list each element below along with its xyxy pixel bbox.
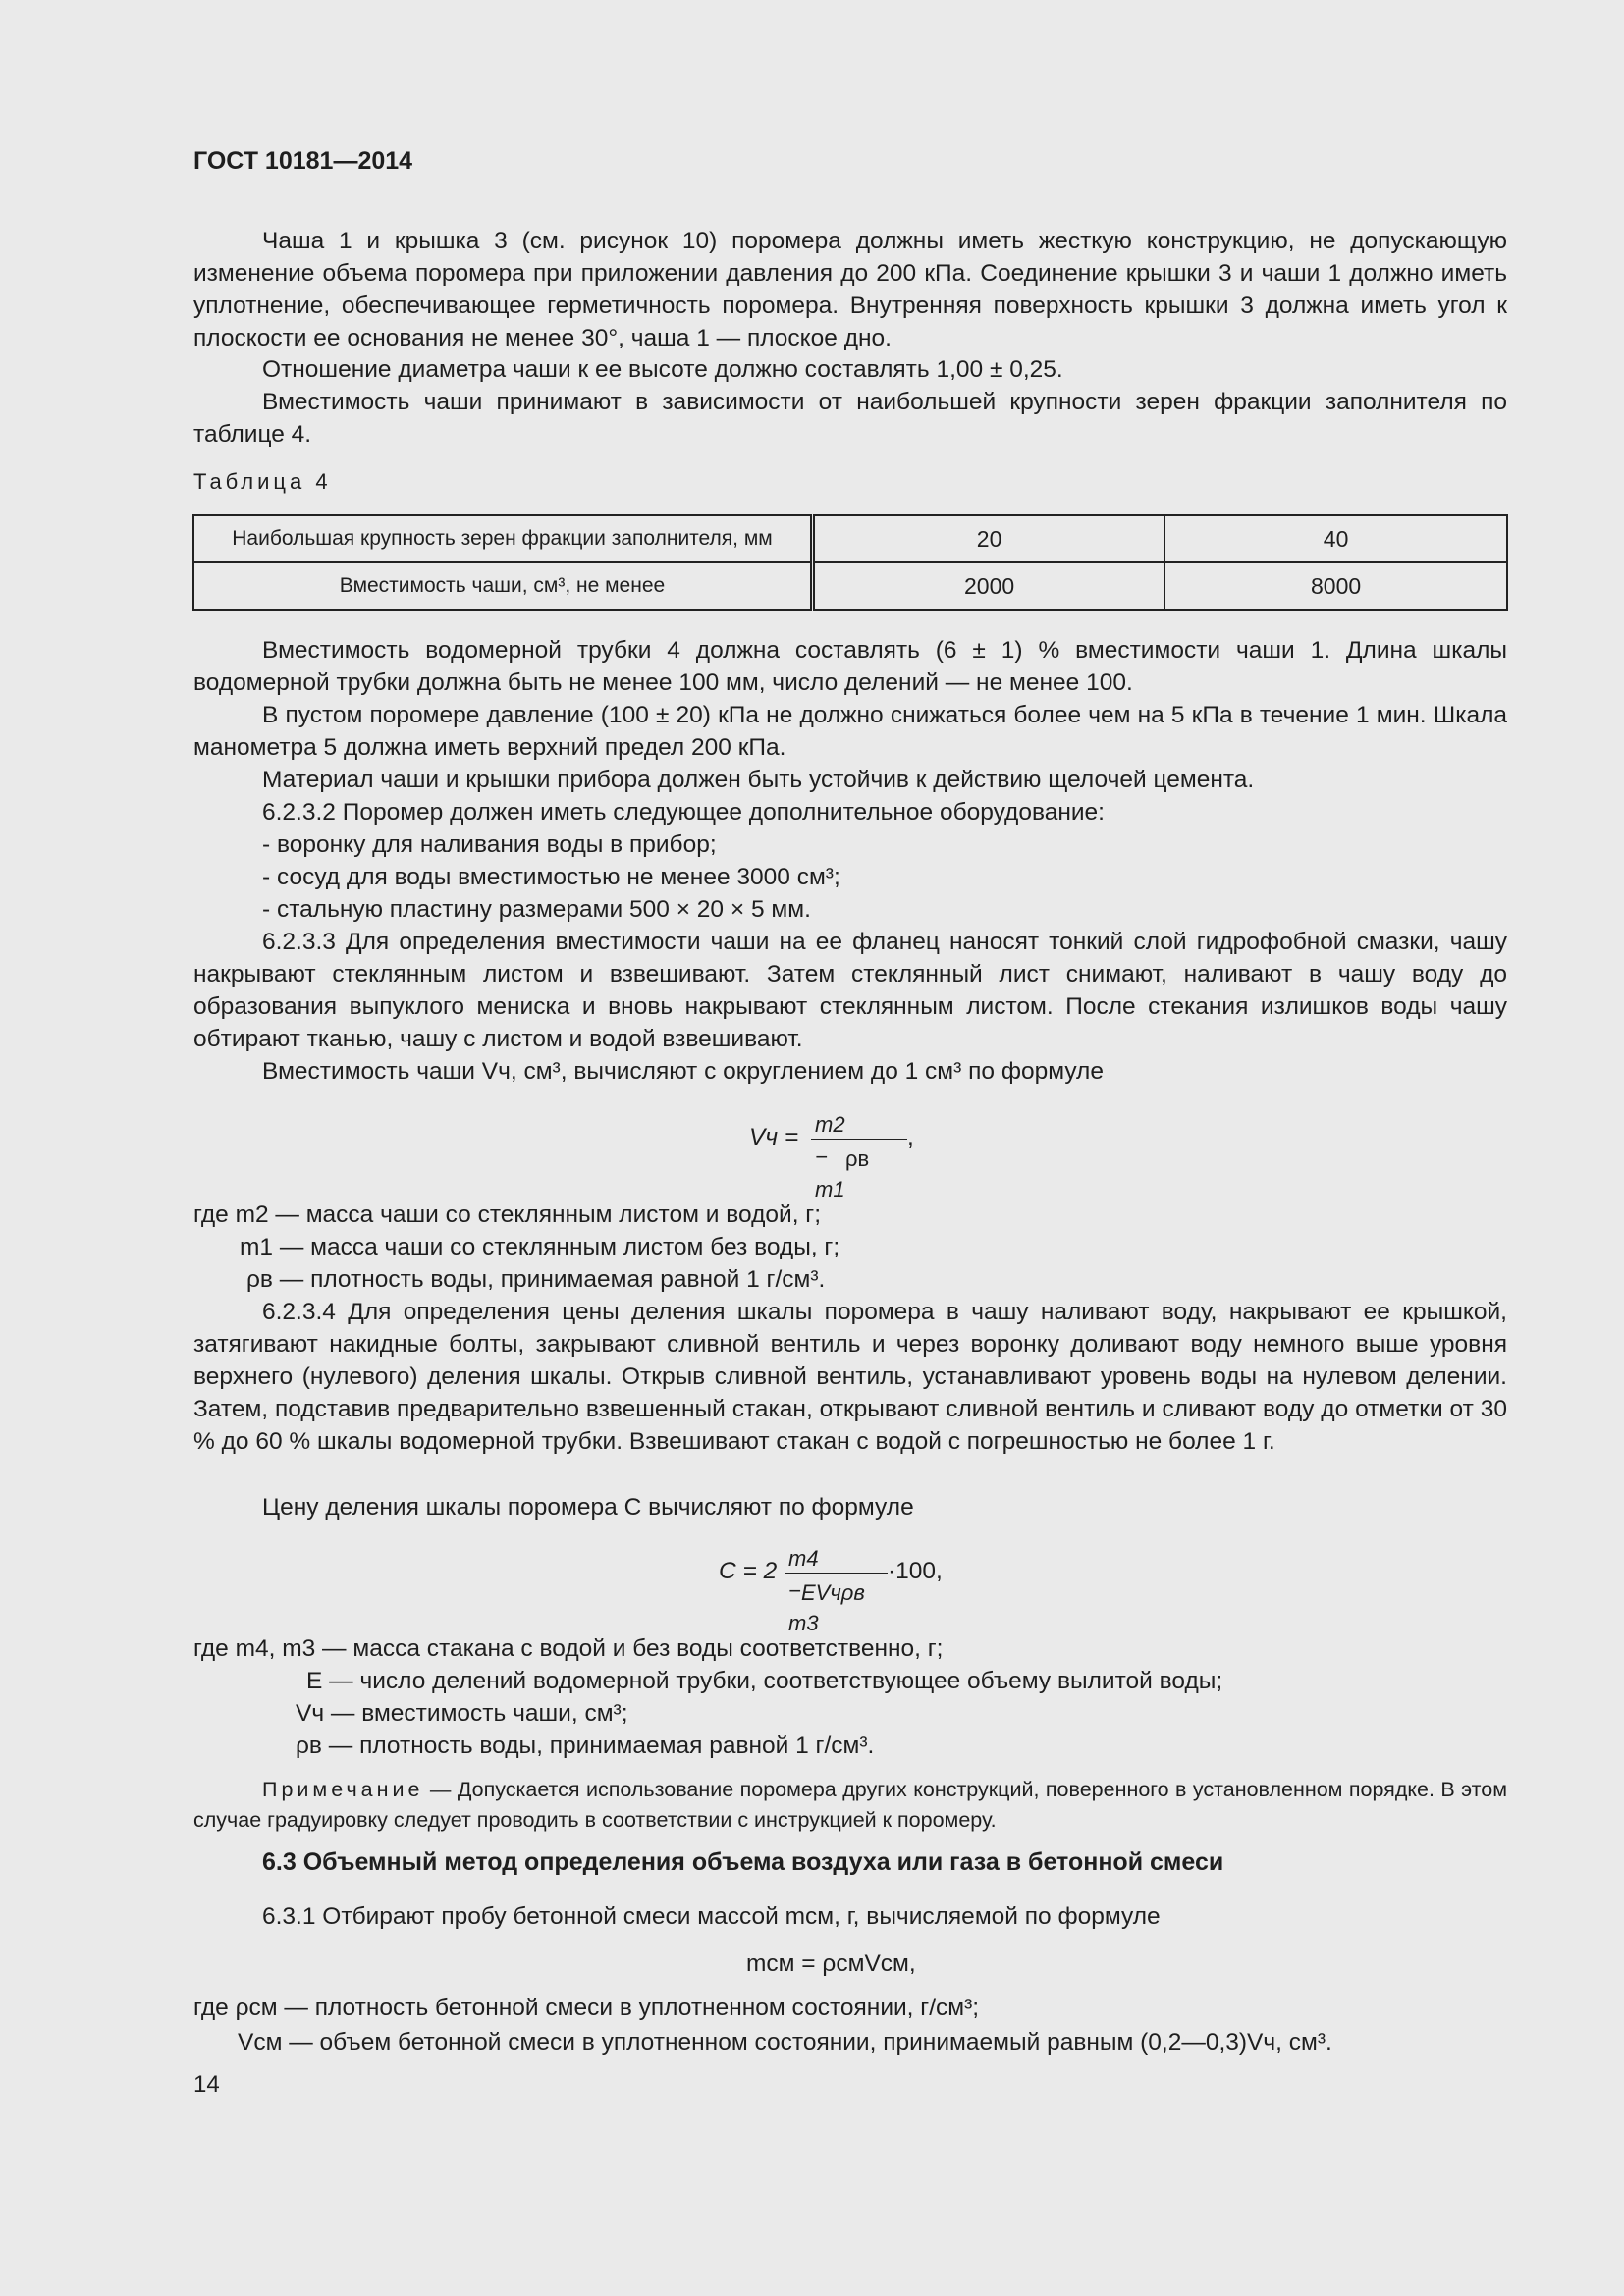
paragraph-pressure: В пустом поромере давление (100 ± 20) кПа не должно снижаться более чем на 5 кПа в течение 1 мин. Шкала манометра 5 должна иметь верхний предел 200 кПа.: [193, 702, 1507, 761]
paragraph-6-2-3-4: 6.2.3.4 Для определения цены деления шкалы поромера в чашу наливают воду, накрывают ее крышкой, затягивают накидные болты, закрывают сливной вентиль и через воронку доливают воду немного выше уровня верхнего (нулевого) деления шкалы. Открыв сливной вентиль, устанавливают уровень воды на нулевом делении. Затем, подставив предварительно взвешенный стакан, открывают сливной вентиль и сливают воду до отметки от 30 % до 60 % шкалы водомерной трубки. Взвешивают стакан с водой с погрешностью не более 1 г.: [193, 1299, 1507, 1455]
page-number: 14: [193, 2071, 220, 2098]
where-line: где m2 — масса чаши со стеклянным листом и водой, г;: [193, 1201, 822, 1228]
table-cell: 2000: [813, 562, 1165, 610]
note: [193, 1775, 1507, 1836]
document-header: ГОСТ 10181—2014: [193, 147, 413, 175]
where-line: ρв — плотность воды, принимаемая равной 1 г/см³.: [246, 1266, 826, 1293]
where-line: Vч — вместимость чаши, см³;: [296, 1700, 628, 1727]
fraction-line: [811, 1139, 907, 1140]
where-line: m1 — масса чаши со стеклянным листом без воды, г;: [240, 1234, 840, 1260]
paragraph-6-2-3-3: 6.2.3.3 Для определения вместимости чаши на ее фланец наносят тонкий слой гидрофобной смазки, чашу накрывают стеклянным листом и взвешивают. Затем стеклянный лист снимают, наливают в чашу воду до образования выпуклого мениска и вновь накрывают стеклянным листом. После стекания излишков воды чашу обтирают тканью, чашу с листом и водой взвешивают.: [193, 929, 1507, 1052]
equation-tail: ·100,: [888, 1558, 943, 1584]
equation-tail: ,: [907, 1124, 914, 1150]
where-line: где ρсм — плотность бетонной смеси в уплотненном состоянии, г/см³;: [193, 1995, 980, 2021]
note-label: Примечание: [262, 1778, 424, 1801]
table-cell: Вместимость чаши, см³, не менее: [193, 562, 813, 610]
paragraph-capacity-table-ref: Вместимость чаши принимают в зависимости от наибольшей крупности зерен фракции заполнителя по таблице 4.: [193, 389, 1507, 448]
list-item: - сосуд для воды вместимостью не менее 3000 см³;: [262, 864, 840, 890]
fraction-line: [785, 1573, 888, 1574]
equation-lhs: C = 2: [719, 1558, 778, 1584]
equation-lhs: Vч =: [749, 1124, 799, 1150]
equation-numerator: m4 − m3: [788, 1546, 819, 1635]
table-cell: 20: [813, 515, 1165, 562]
list-item: - стальную пластину размерами 500 × 20 × 5 мм.: [262, 896, 811, 923]
equation-body: mсм = ρсмVсм,: [746, 1950, 916, 1977]
where-line: E — число делений водомерной трубки, соответствующее объему вылитой воды;: [306, 1668, 1223, 1694]
where-line: Vсм — объем бетонной смеси в уплотненном состоянии, принимаемый равным (0,2—0,3)Vч, см³.: [238, 2029, 1332, 2056]
paragraph-tube-capacity: Вместимость водомерной трубки 4 должна составлять (6 ± 1) % вместимости чаши 1. Длина шкалы водомерной трубки должна быть не менее 100 мм, число делений — не менее 100.: [193, 637, 1507, 696]
equation-numerator: m2 − m1: [815, 1112, 845, 1201]
paragraph-material: Материал чаши и крышки прибора должен быть устойчив к действию щелочей цемента.: [262, 767, 1255, 793]
paragraph-6-3-1: 6.3.1 Отбирают пробу бетонной смеси массой mсм, г, вычисляемой по формуле: [262, 1903, 1161, 1930]
equation-denominator: ρв: [845, 1147, 870, 1171]
table-row: [193, 515, 1507, 562]
paragraph-capacity-formula-intro: Вместимость чаши Vч, см³, вычисляют с округлением до 1 см³ по формуле: [262, 1058, 1104, 1085]
note-text: — Допускается использование поромера других конструкций, поверенного в установленном порядке. В этом случае градуировку следует проводить в соответствии с инструкцией к поромеру.: [193, 1778, 1507, 1832]
where-line: где m4, m3 — масса стакана с водой и без воды соответственно, г;: [193, 1635, 944, 1662]
list-item: - воронку для наливания воды в прибор;: [262, 831, 717, 858]
table-4: [192, 514, 1508, 611]
section-heading: 6.3 Объемный метод определения объема воздуха или газа в бетонной смеси: [262, 1848, 1224, 1876]
table-caption: Таблица 4: [193, 469, 332, 494]
paragraph-bowl-lid: Чаша 1 и крышка 3 (см. рисунок 10) поромера должны иметь жесткую конструкцию, не допускающую изменение объема поромера при приложении давления до 200 кПа. Соединение крышки 3 и чаши 1 должно иметь уплотнение, обеспечивающее герметичность поромера. Внутренняя поверхность крышки 3 должна иметь угол к плоскости ее основания не менее 30°, чаша 1 — плоское дно.: [193, 228, 1507, 351]
table-row: [193, 562, 1507, 610]
paragraph-division-formula-intro: Цену деления шкалы поромера C вычисляют по формуле: [262, 1494, 914, 1521]
where-line: ρв — плотность воды, принимаемая равной 1 г/см³.: [296, 1733, 875, 1759]
paragraph-diameter-ratio: Отношение диаметра чаши к ее высоте должно составлять 1,00 ± 0,25.: [262, 356, 1063, 383]
equation-denominator: EVчρв: [801, 1580, 865, 1605]
table-cell: Наибольшая крупность зерен фракции заполнителя, мм: [193, 515, 813, 562]
table-cell: 8000: [1164, 562, 1507, 610]
table-cell: 40: [1164, 515, 1507, 562]
paragraph-6-2-3-2: 6.2.3.2 Поромер должен иметь следующее дополнительное оборудование:: [262, 799, 1105, 826]
